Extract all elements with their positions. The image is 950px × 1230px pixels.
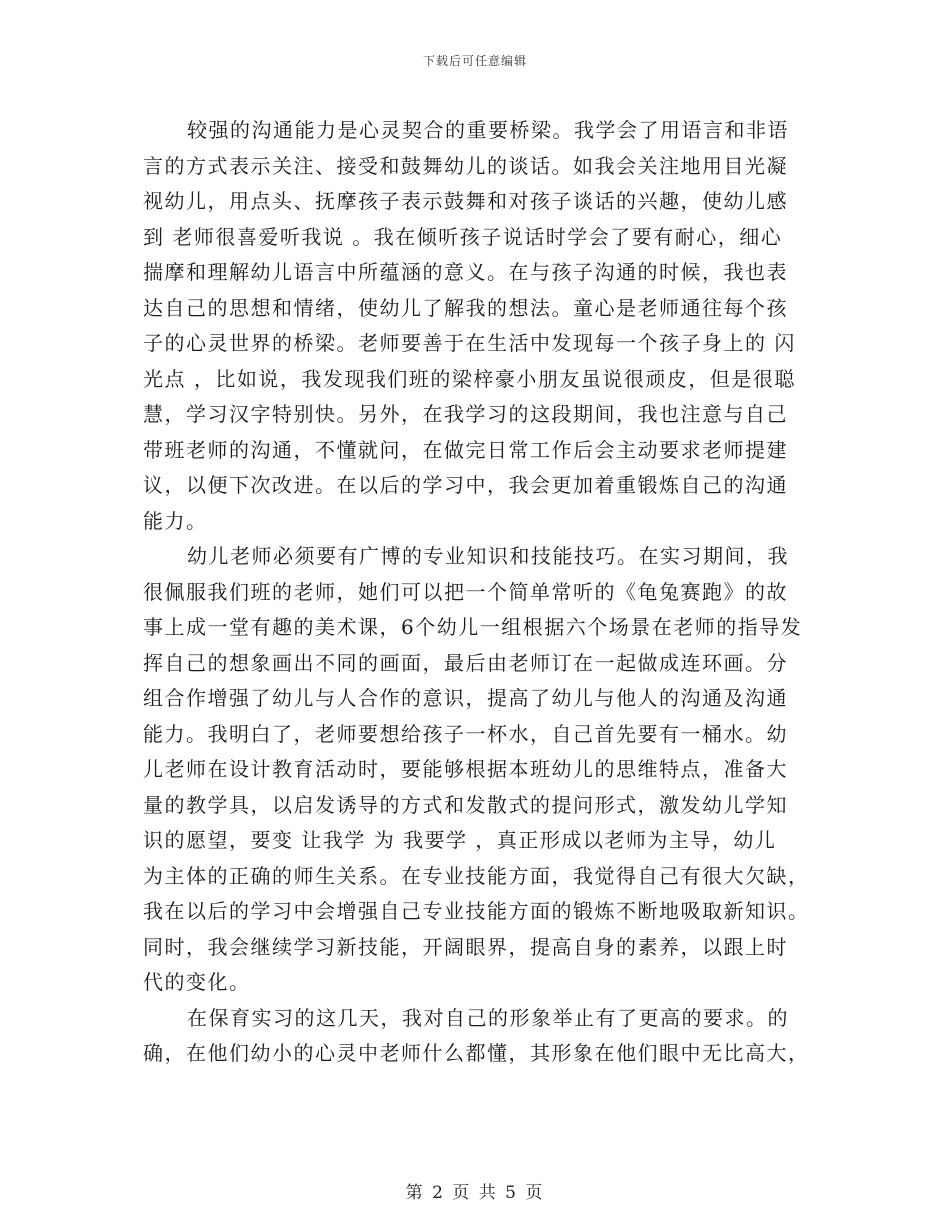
text-line: 视幼儿，用点头、抚摩孩子表示鼓舞和对孩子谈话的兴趣，使幼儿感 bbox=[143, 189, 788, 213]
text-line: 幼儿老师必须要有广博的专业知识和技能技巧。在实习期间，我 bbox=[187, 544, 789, 568]
text-line: 言的方式表示关注、接受和鼓舞幼儿的谈话。如我会关注地用目光凝 bbox=[143, 153, 788, 178]
text-line: 同时，我会继续学习新技能，开阔眼界，提高自身的素养，以跟上时 bbox=[143, 934, 788, 959]
text-line: 达自己的思想和情绪，使幼儿了解我的想法。童心是老师通往每个孩 bbox=[143, 295, 788, 320]
text-line: 挥自己的想象画出不同的画面，最后由老师订在一起做成连环画。分 bbox=[143, 650, 788, 675]
text-line: 很佩服我们班的老师，她们可以把一个简单常听的《龟兔赛跑》的故 bbox=[143, 579, 788, 604]
text-line: 儿老师在设计教育活动时，要能够根据本班幼儿的思维特点，准备大 bbox=[143, 757, 788, 781]
text-line: 议，以便下次改进。在以后的学习中，我会更加着重锻炼自己的沟通 bbox=[143, 473, 788, 497]
text-line: 慧，学习汉字特别快。另外，在我学习的这段期间，我也注意与自己 bbox=[143, 402, 788, 426]
text-line: 事上成一堂有趣的美术课，6个幼儿一组根据六个场景在老师的指导发 bbox=[143, 615, 803, 639]
text-line: 较强的沟通能力是心灵契合的重要桥梁。我学会了用语言和非语 bbox=[187, 118, 789, 142]
text-line: 带班老师的沟通，不懂就问，在做完日常工作后会主动要求老师提建 bbox=[143, 437, 788, 462]
text-line: 为主体的正确的师生关系。在专业技能方面，我觉得自己有很大欠缺， bbox=[143, 863, 810, 888]
document-body bbox=[143, 113, 813, 1072]
text-line: 能力。 bbox=[143, 508, 208, 533]
page-number: 第 2 页 共 5 页 bbox=[405, 1183, 545, 1203]
text-line: 我在以后的学习中会增强自己专业技能方面的锻炼不断地吸取新知识。 bbox=[143, 899, 810, 923]
text-line: 识的愿望，要变 让我学 为 我要学 ，真正形成以老师为主导，幼儿 bbox=[143, 828, 777, 852]
text-line: 确，在他们幼小的心灵中老师什么都懂，其形象在他们眼中无比高大， bbox=[143, 1041, 810, 1065]
text-line: 代的变化。 bbox=[143, 970, 251, 994]
page-header: 下载后可任意编辑 bbox=[422, 54, 527, 68]
text-line: 光点 ，比如说，我发现我们班的梁梓豪小朋友虽说很顽皮，但是很聪 bbox=[143, 366, 796, 391]
text-line: 组合作增强了幼儿与人合作的意识，提高了幼儿与他人的沟通及沟通 bbox=[143, 686, 788, 710]
text-line: 能力。我明白了，老师要想给孩子一杯水，自己首先要有一桶水。幼 bbox=[143, 721, 788, 746]
text-line: 在保育实习的这几天，我对自己的形象举止有了更高的要求。的 bbox=[187, 1005, 789, 1030]
text-line: 量的教学具，以启发诱导的方式和发散式的提问形式，激发幼儿学知 bbox=[143, 792, 788, 817]
paragraph-conduct bbox=[143, 1001, 813, 1072]
text-line: 揣摩和理解幼儿语言中所蕴涵的意义。在与孩子沟通的时候，我也表 bbox=[143, 260, 788, 284]
paragraph-communication bbox=[143, 113, 813, 539]
paragraph-professional-skills bbox=[143, 539, 813, 1001]
text-line: 到 老师很喜爱听我说 。我在倾听孩子说话时学会了要有耐心，细心 bbox=[143, 224, 783, 249]
text-line: 子的心灵世界的桥梁。老师要善于在生活中发现每一个孩子身上的 闪 bbox=[143, 331, 796, 355]
